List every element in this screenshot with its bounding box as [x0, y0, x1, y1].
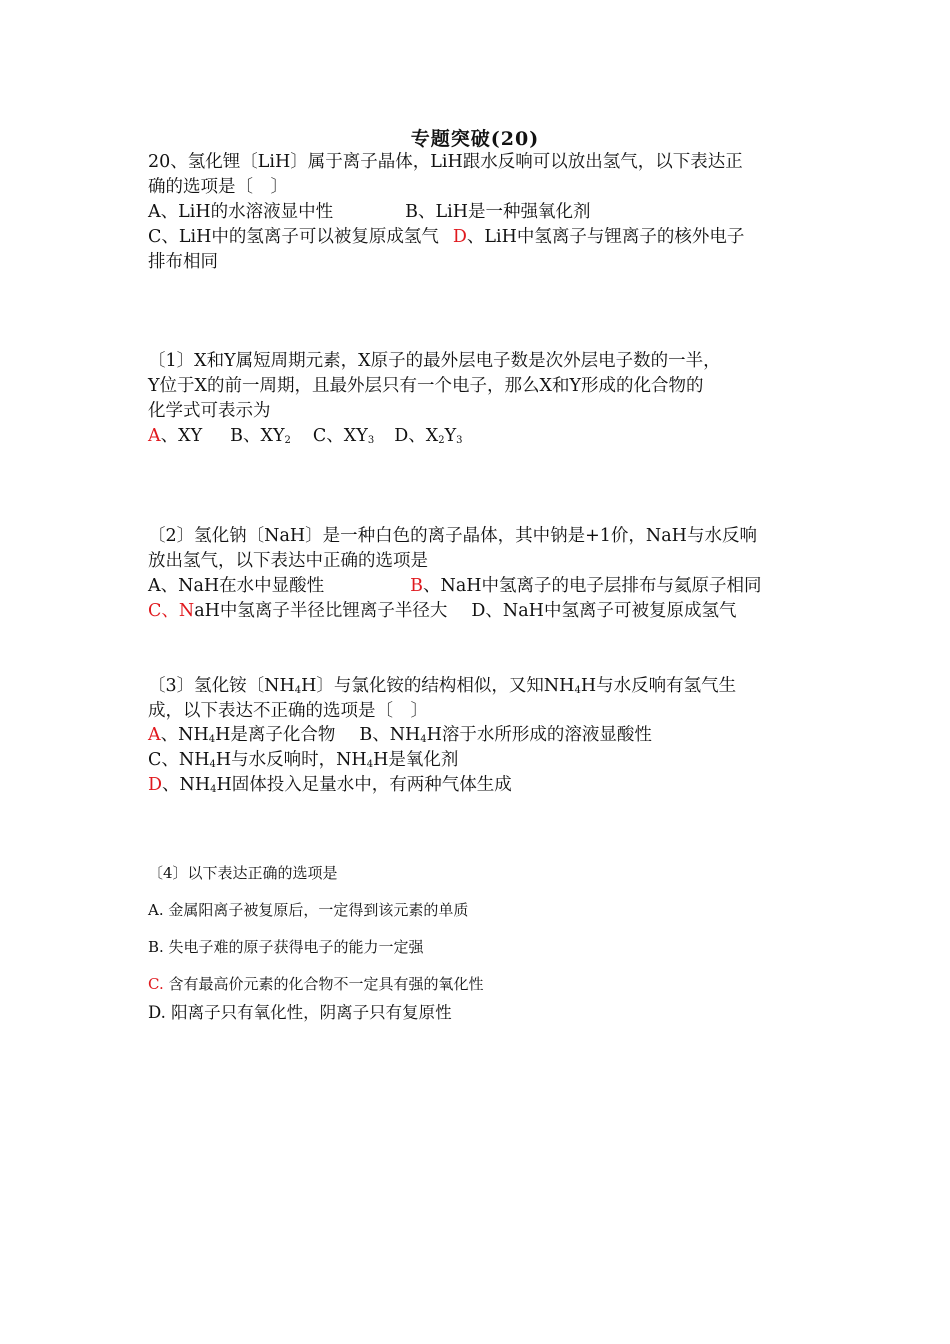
q1-option-c: C、$XY_3$	[312, 426, 375, 446]
q1-option-a: 、XY	[160, 426, 203, 446]
q2-answer-c: C、N	[148, 601, 195, 621]
q2-stem-line1: 〔2〕氢化钠〔NaH〕是一种白色的离子晶体，其中钠是+1价，NaH与水反响	[148, 526, 757, 546]
q2-stem-line2: 放出氢气，以下表达中正确的选项是	[148, 551, 428, 571]
q1-option-b: B、$XY_2$	[230, 426, 291, 446]
q3-option-a: 、$NH_4H$是离子化合物	[160, 725, 336, 745]
q3-option-c: C、$NH_4H$与水反响时，$NH_4H$是氧化剂	[148, 750, 459, 770]
q3-stem-line2: 成，以下表达不正确的选项是〔 〕	[148, 701, 428, 721]
q20-option-d-cont: 排布相同	[148, 252, 218, 272]
q1-stem-line3: 化学式可表示为	[148, 401, 271, 421]
q4-option-d: D. 阳离子只有氧化性，阴离子只有复原性	[148, 1003, 452, 1022]
q3-options-ab	[148, 723, 652, 747]
q20-option-c: C、LiH中的氢离子可以被复原成氢气	[148, 227, 439, 247]
q20-options-cd	[148, 225, 744, 249]
q3-answer-a: A	[148, 725, 161, 745]
page-title: 专题突破(20)	[410, 128, 540, 150]
q20-stem-line2: 确的选项是〔 〕	[148, 177, 288, 197]
q20-option-b: B、LiH是一种强氧化剂	[405, 202, 591, 222]
q20-option-a: A、LiH的水溶液显中性	[148, 202, 334, 222]
q20-stem-line1: 20、氢化锂〔LiH〕属于离子晶体，LiH跟水反响可以放出氢气，以下表达正	[148, 152, 743, 172]
q4-option-b: B. 失电子难的原子获得电子的能力一定强	[148, 938, 424, 956]
q1-options	[148, 424, 463, 448]
q4-option-c: C. 含有最高价元素的化合物不一定具有强的氧化性	[148, 975, 484, 993]
q2-option-a: A、NaH在水中显酸性	[148, 576, 325, 596]
q1-answer-a: A	[148, 426, 161, 446]
q3-answer-d: D	[148, 775, 163, 795]
q4-option-a: A. 金属阳离子被复原后，一定得到该元素的单质	[148, 901, 469, 919]
q4-stem: 〔4〕以下表达正确的选项是	[148, 864, 338, 882]
q3-option-d: D、$NH_4H$固体投入足量水中，有两种气体生成	[148, 775, 512, 795]
q2-answer-b: B	[410, 576, 424, 596]
q3-option-b: B、$NH_4H$溶于水所形成的溶液显酸性	[359, 725, 652, 745]
q20-answer-d: D	[452, 227, 467, 247]
q3-stem-line1: 〔3〕氢化铵〔$NH_4H$〕与氯化铵的结构相似，又知$NH_4H$与水反响有氢气生	[148, 676, 737, 696]
q20-option-d: 、LiH中氢离子与锂离子的核外电子	[466, 227, 745, 247]
q2-options-cd	[148, 599, 736, 623]
q1-stem-line1: 〔1〕X和Y属短周期元素，X原子的最外层电子数是次外层电子数的一半，	[148, 351, 721, 371]
q2-option-c: aH中氢离子半径比锂离子半径大	[194, 601, 448, 621]
q20-options-ab	[148, 200, 590, 224]
q2-option-b: 、NaH中氢离子的电子层排布与氦原子相同	[423, 576, 762, 596]
q2-options-ab	[148, 574, 762, 598]
q4-answer-c: C.	[148, 975, 164, 993]
q1-option-d: D、$X_2Y_3$	[394, 426, 463, 446]
q1-stem-line2: Y位于X的前一周期，且最外层只有一个电子，那么X和Y形成的化合物的	[148, 376, 704, 396]
q2-option-d: D、NaH中氢离子可被复原成氢气	[471, 601, 737, 621]
